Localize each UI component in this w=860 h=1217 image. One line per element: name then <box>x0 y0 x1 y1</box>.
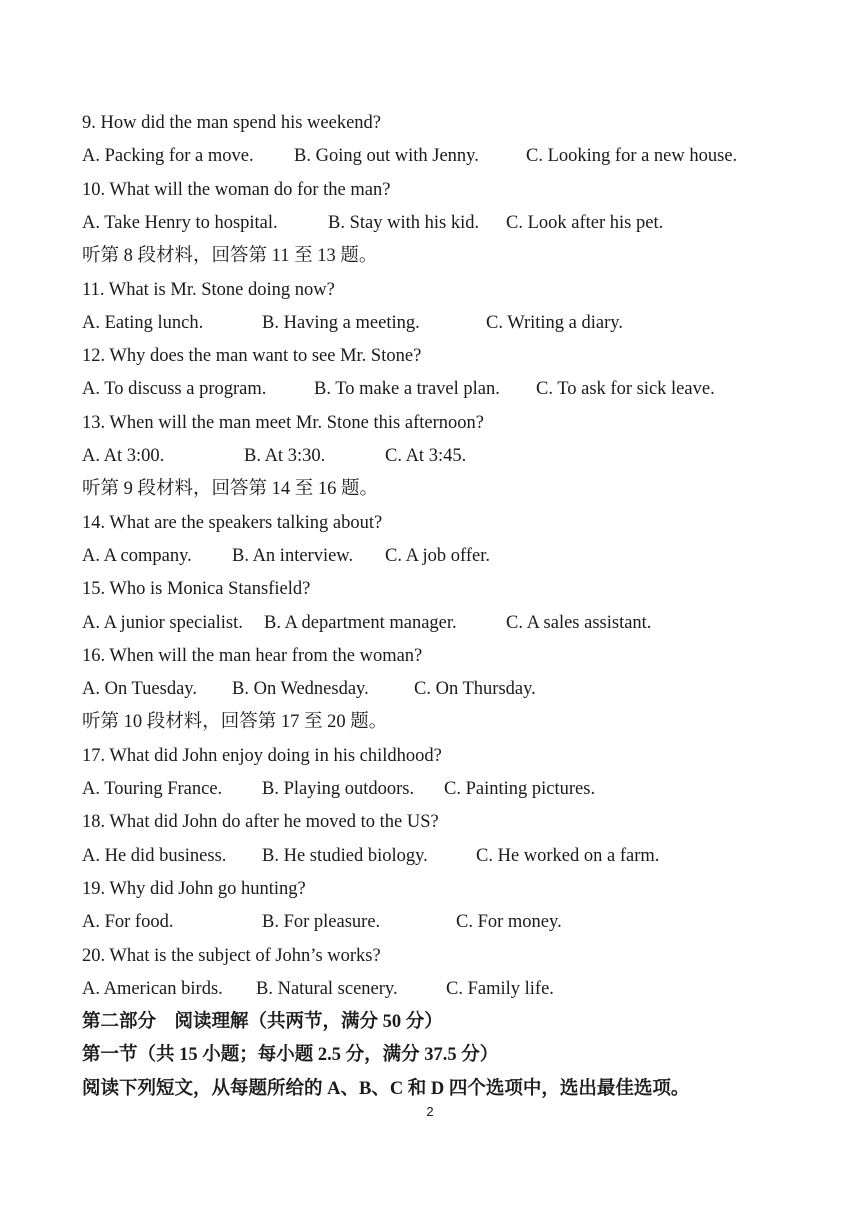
question-text: 17. What did John enjoy doing in his childhood? <box>82 745 442 766</box>
page-number: 2 <box>426 1104 434 1119</box>
answer-option: B. Stay with his kid. <box>328 212 480 233</box>
answer-option: B. To make a travel plan. <box>314 379 500 400</box>
question-text: 18. What did John do after he moved to the US? <box>82 812 439 833</box>
answer-option: A. Take Henry to hospital. <box>82 212 278 233</box>
answer-option: A. On Tuesday. <box>82 679 197 700</box>
answer-option: A. Touring France. <box>82 779 223 799</box>
question-text: 16. When will the man hear from the woman? <box>82 645 423 666</box>
answer-option: C. Looking for a new house. <box>526 146 738 167</box>
answer-option: C. To ask for sick leave. <box>536 379 715 400</box>
answer-option: C. A job offer. <box>385 545 491 566</box>
answer-option: B. An interview. <box>232 545 354 566</box>
answer-option: A. American birds. <box>82 978 223 999</box>
answer-option: B. Natural scenery. <box>256 978 398 999</box>
question-text: 10. What will the woman do for the man? <box>82 179 391 200</box>
answer-option: A. At 3:00. <box>82 446 165 466</box>
question-text: 19. Why did John go hunting? <box>82 878 306 899</box>
answer-option: C. He worked on a farm. <box>476 845 660 866</box>
answer-option: C. On Thursday. <box>414 679 536 700</box>
answer-option: B. For pleasure. <box>262 912 381 933</box>
answer-option: B. A department manager. <box>264 612 457 633</box>
answer-option: C. For money. <box>456 912 562 933</box>
answer-option: C. A sales assistant. <box>506 612 652 633</box>
answer-option: B. He studied biology. <box>262 845 428 866</box>
question-text: 14. What are the speakers talking about? <box>82 512 383 533</box>
answer-option: B. Playing outdoors. <box>262 779 415 799</box>
answer-option: C. Writing a diary. <box>486 312 623 333</box>
answer-option: B. At 3:30. <box>244 446 326 466</box>
answer-option: B. Having a meeting. <box>262 312 420 333</box>
answer-option: C. Painting pictures. <box>444 779 596 799</box>
question-text: 12. Why does the man want to see Mr. Stone? <box>82 346 422 367</box>
answer-option: A. A company. <box>82 545 192 566</box>
listening-instruction: 听第 8 段材料，回答第 11 至 13 题。 <box>82 246 378 267</box>
listening-instruction: 听第 10 段材料，回答第 17 至 20 题。 <box>82 712 388 733</box>
answer-option: B. Going out with Jenny. <box>294 146 479 167</box>
answer-option: C. At 3:45. <box>385 446 467 466</box>
answer-option: A. A junior specialist. <box>82 612 243 633</box>
listening-instruction: 听第 9 段材料，回答第 14 至 16 题。 <box>82 479 379 500</box>
section-heading: 第二部分 阅读理解（共两节，满分 50 分） <box>82 1012 443 1033</box>
question-text: 9. How did the man spend his weekend? <box>82 113 382 133</box>
answer-option: A. Eating lunch. <box>82 312 204 333</box>
answer-option: C. Family life. <box>446 978 554 999</box>
answer-option: B. On Wednesday. <box>232 679 369 700</box>
question-text: 13. When will the man meet Mr. Stone this afternoon? <box>82 412 484 433</box>
answer-option: A. He did business. <box>82 845 227 866</box>
answer-option: C. Look after his pet. <box>506 212 664 233</box>
section-heading: 第一节（共 15 小题；每小题 2.5 分，满分 37.5 分） <box>82 1045 499 1066</box>
question-text: 15. Who is Monica Stansfield? <box>82 579 311 600</box>
answer-option: A. For food. <box>82 912 174 933</box>
answer-option: A. To discuss a program. <box>82 379 267 400</box>
section-heading: 阅读下列短文，从每题所给的 A、B、C 和 D 四个选项中，选出最佳选项。 <box>82 1078 690 1099</box>
answer-option: A. Packing for a move. <box>82 146 254 167</box>
question-text: 11. What is Mr. Stone doing now? <box>82 279 335 300</box>
question-text: 20. What is the subject of John’s works? <box>82 945 381 966</box>
